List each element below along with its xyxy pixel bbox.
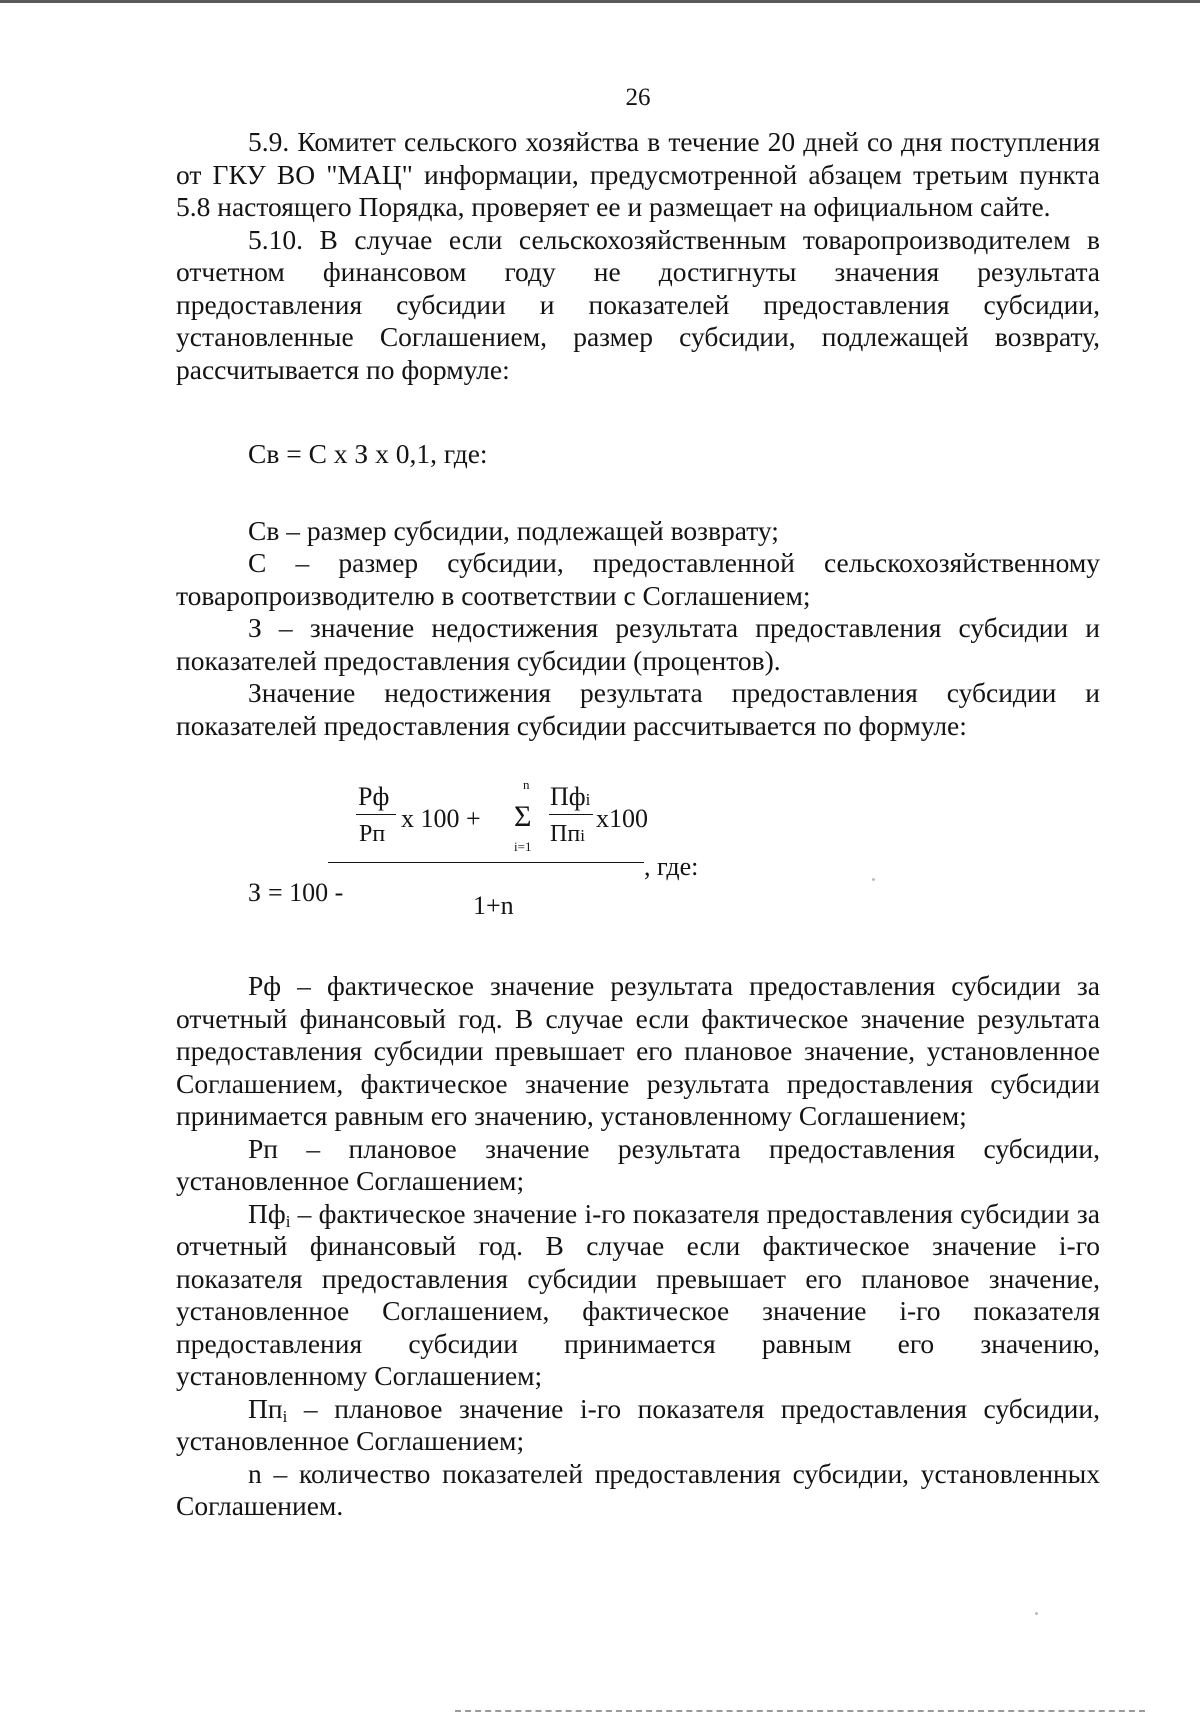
fraction-line-pf-pp [549,814,593,815]
formula-times100: х100 [596,804,648,833]
formula-return-amount: Св = С х З х 0,1, где: [248,438,488,469]
scan-edge-top [0,0,1200,3]
formula-sigma: Σ [514,800,532,833]
formula-shortfall [176,776,1100,926]
formula-lhs: З [248,878,262,907]
definition-sv: Св – размер субсидии, подлежащей возврату; [248,514,779,546]
term-rp: Рп [248,1132,279,1164]
formula-pf-i [550,784,590,810]
formula-times100-plus: х 100 + [401,804,481,833]
term-pp-sub: i [282,1406,288,1426]
page-number: 26 [625,84,651,111]
definition-rf-text: – фактическое значение результата предоставления субсидии за отчетный финансовый год. В случае если фактическое значение результата предоставления субсидии превышает его плановое значение, установленное Соглашением, фактическое значение результата предоставления субсидии принимается равным его значению, установленному Соглашением; [176,970,1100,1131]
fraction-line-main [328,862,644,863]
scan-edge-bottom [455,1708,1145,1712]
formula-pf: Пф [550,782,586,811]
definition-rf [176,970,1100,1133]
term-n: n [248,1457,262,1489]
definition-pp-i [176,1393,1100,1458]
definition-n-text: – количество показателей предоставления субсидии, установленных Соглашением. [176,1457,1100,1521]
formula-sum-lower: i=1 [514,839,532,854]
formula-pp-i [550,822,585,846]
scan-speck [872,878,875,881]
definition-n [176,1458,1100,1523]
paragraph-5-10: 5.10. В случае если сельскохозяйственным товаропроизводителем в отчетном финансовом году не достигнуты значения результата предоставления субсидии и показателей предоставления субсидии, установленные Соглашением, размер субсидии, подлежащей возврату, рассчитывается по формуле: [176,223,1100,385]
formula-intro: Значение недостижения результата предоставления субсидии и показателей предоставления субсидии рассчитывается по формуле: [176,677,1100,741]
definition-z: З – значение недостижения результата предоставления субсидии и показателей предоставления субсидии (процентов). [176,612,1100,676]
scan-speck [1035,1612,1038,1615]
paragraph-5-9: 5.9. Комитет сельского хозяйства в течение 20 дней со дня поступления от ГКУ ВО "МАЦ" информации, предусмотренной абзацем третьим пункта 5.8 настоящего Порядка, проверяет ее и размещает на официальном сайте. [176,126,1100,222]
formula-eq-100-minus: = 100 - [268,878,344,907]
definition-s: С – размер субсидии, предоставленной сельскохозяйственному товаропроизводителю в соответствии с Соглашением; [176,547,1100,611]
term-rf: Рф [248,970,282,1001]
formula-pp-sub: i [580,826,585,845]
term-pp: Пп [248,1392,283,1424]
term-pf-sub: i [285,1211,291,1231]
formula-suffix: , где: [644,852,699,881]
definition-rp-text: – плановое значение результата предоставления субсидии, установленное Соглашением; [176,1132,1100,1196]
definition-pf-i [176,1198,1100,1393]
formula-denominator: 1+n [473,891,514,920]
formula-sum-upper: n [523,777,530,792]
fraction-line-rf-rp [356,814,396,815]
definition-pp-text: – плановое значение i-го показателя предоставления субсидии, установленное Соглашением; [176,1392,1100,1456]
term-pf: Пф [248,1197,286,1229]
definition-pf-text: – фактическое значение i-го показателя предоставления субсидии за отчетный финансовый год. В случае если фактическое значение i-го показателя предоставления субсидии превышает его плановое значение, установленное Соглашением, фактическое значение i-го показателя предоставления субсидии принимается равным его значению, установленному Соглашением; [176,1197,1100,1391]
formula-pf-sub: i [585,790,591,809]
formula-pp: Пп [550,821,581,847]
definition-rp [176,1133,1100,1198]
formula-rf: Рф [358,782,390,811]
document-page [176,84,1100,1523]
formula-rp: Рп [359,821,386,847]
